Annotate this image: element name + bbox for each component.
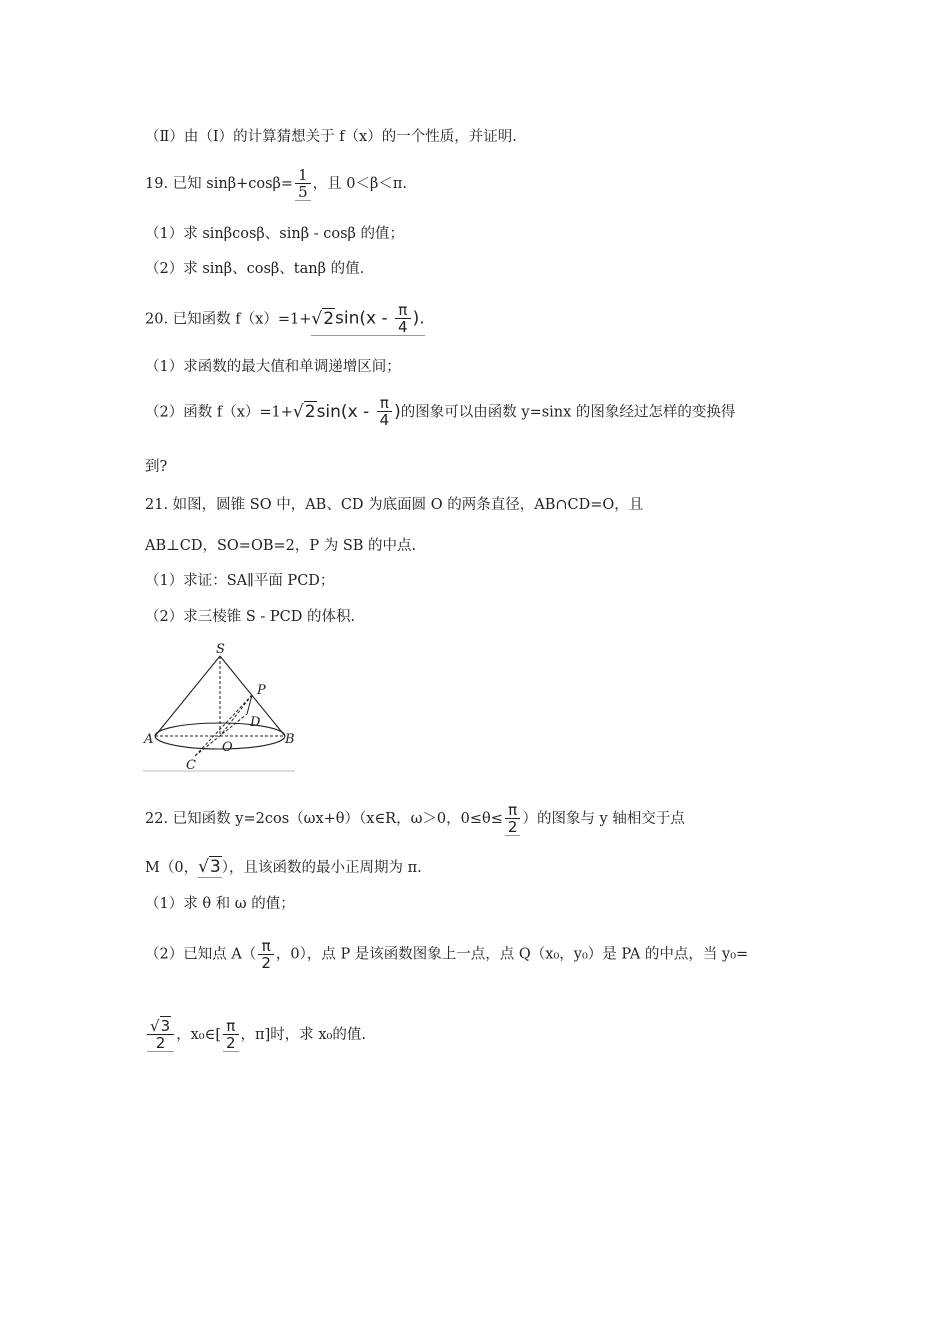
q22-part2-last: $\frac{√3}{2}$ ，x₀∈[ $\frac{\pi}{2}$ ，π]时，求 x₀的值.: [145, 1018, 366, 1052]
fraction-sqrt3-over-2: $\frac{√3}{2}$: [147, 1018, 174, 1052]
q22-line2: M（0，√3），且该函数的最小正周期为 π.: [145, 857, 422, 877]
q22-line1: 22. 已知函数 y=2cos（ωx+θ）（x∈R，ω＞0，0≤θ≤ $\frac{\pi}{2}$ ）的图象与 y 轴相交于点: [145, 801, 685, 836]
fraction-one-fifth: $\frac{1}{5}$: [295, 167, 311, 201]
label-b: B: [285, 732, 295, 747]
q21-line1: 21. 如图，圆锥 SO 中，AB、CD 为底面圆 O 的两条直径，AB∩CD=O，且: [145, 497, 644, 513]
label-d: D: [250, 715, 261, 730]
cone-edge-sa: [155, 656, 220, 736]
label-o: O: [222, 740, 233, 755]
q19-stem: 19. 已知 sinβ+cosβ= $\frac{1}{5}$ ，且 0＜β＜π.: [145, 166, 407, 201]
q20-part2-cont: 到?: [145, 459, 168, 475]
q21-part2: （2）求三棱锥 S - PCD 的体积.: [145, 609, 356, 625]
cone-figure: [140, 638, 300, 774]
q19-part1: （1）求 sinβcosβ、sinβ - cosβ 的值；: [145, 226, 405, 242]
q20-part2: （2）函数 f（x）=1+√2sin(x - $\frac{\pi}{4}$ )的图象可以由函数 y=sinx 的图象经过怎样的变换得: [145, 394, 736, 429]
q20-part1: （1）求函数的最大值和单调递增区间；: [145, 359, 401, 375]
label-c: C: [186, 758, 196, 773]
fraction-pi-over-2: $\frac{\pi}{2}$: [505, 802, 521, 836]
q19-part2: （2）求 sinβ、cosβ、tanβ 的值.: [145, 261, 365, 277]
segment-pd: [247, 695, 252, 714]
sqrt-three: √3: [198, 857, 221, 877]
q18-part2: （Ⅱ）由（Ⅰ）的计算猜想关于 f（x）的一个性质，并证明.: [145, 129, 517, 145]
sqrt-two: √2: [311, 308, 335, 329]
label-s: S: [216, 642, 225, 657]
q22-part2: （2）已知点 A（ $\frac{\pi}{2}$ ，0），点 P 是该函数图象上一点，点 Q（x₀，y₀）是 PA 的中点，当 y₀=: [145, 937, 749, 972]
segment-po: [220, 695, 252, 736]
q21-part1: （1）求证：SA∥平面 PCD；: [145, 573, 335, 589]
q21-line2: AB⊥CD，SO=OB=2，P 为 SB 的中点.: [145, 538, 417, 554]
label-a: A: [144, 732, 154, 747]
label-p: P: [257, 683, 266, 698]
q20-stem: 20. 已知函数 f（x）=1+√2sin(x - $\frac{\pi}{4}$ ).: [145, 301, 425, 336]
q22-part1: （1）求 θ 和 ω 的值；: [145, 896, 295, 912]
